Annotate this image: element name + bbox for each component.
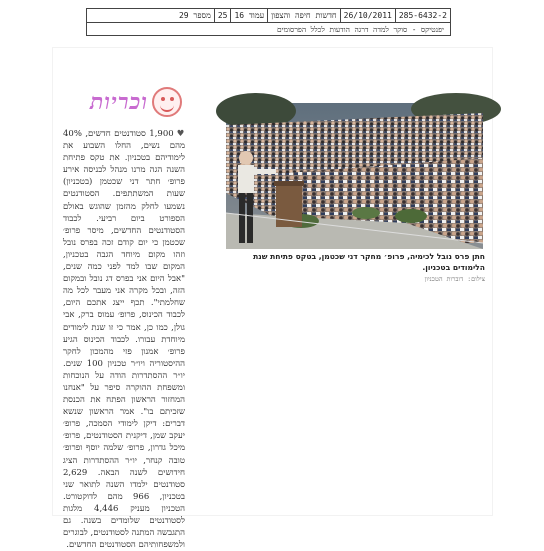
photo-credit: צילום: דוברות הטכניון <box>424 275 485 283</box>
header-cell-page: עמוד 16 <box>230 9 267 22</box>
clipping-header-subline: יפנטיקס - סוקר למדה דרגה הודעות לכלל הפרסומים <box>276 25 444 34</box>
header-cell-issue: 285-6432-2 <box>395 9 450 22</box>
section-logo <box>67 82 182 122</box>
article-photo <box>226 103 483 249</box>
section-logo-text: וכריות <box>89 89 148 115</box>
clipping-header-meta <box>87 9 450 23</box>
heart-bullet-icon: ♥ <box>176 129 186 139</box>
header-cell-date: 26/10/2011 <box>340 9 395 22</box>
photo-caption-text: חתן פרס נובל לכימיה, פרופ׳ מחקר דני שכטמן, בטקס פתיחת שנת הלימודים בטכניון. <box>253 252 485 272</box>
clipping-header <box>86 8 451 36</box>
article-body <box>63 128 186 551</box>
header-cell-number: מספר 29 <box>178 11 211 20</box>
article-clipping <box>53 48 492 551</box>
header-cell-publication: חדשות חיפה והצפון <box>267 9 340 22</box>
article-body-text: 1,900 סטודנטים חדשים, 40% מהם נשים, החלו השבוע את לימודיהם בטכניון. את טקס פתיחת השנה הגה מרנו מנהל לכניסה אירע פרופ׳ חתר דני שכטמן (בטכניון) שעות המשתתפים. הסטודנטים נשמעו לחלק מהזמן שהוגש באולם הספורט ביום רביעי. לכבוד הסטודנטים החדשים, מיסר פרופ׳ שכטמן כי יום קודם זכה בפרס נובל וזהו מקום מיוחד הגבה בטכניון, המקום שבו למד לפני כמה שנים, "אבל היום אני בפרס דג נובל ובמקום הזה, ובכל מקרה אני מעבר לכל מה שחלמתי". תכף ייצג אתכם היום, לכבוד הכינוס, פרופ׳ עמוס ברק, אבי גולן, כמו כן, אמר כי זו שנת לימודים מיוחדת עבורו. לכבוד הכינוס הגיע פרופ׳ אמנון פזי מהמכון לחקר ההיסטוריה ויו״ר טכניון 100 שנים. יו״ר ההסתדרות הודה על הנוכחות ומשפחת ההוקרה סיפר על "אנחנו המחזור הראשון הפתח את הכנסת שזכיתם בו". אמר הראשון שנשא דברים: דיקן לימודי הסמכה, פרופ׳ יעקב שמן, דיקנית הסטודנטים, פרופ׳ מיכל גדרון, פרופ׳ שלמה יוסף ופרופ׳ טובה קנחר, יו״ר ההסתדרות הציג חידושים לשנה הבאה. 2,629 סטודנטים ילמדו השנה לתואר שני בטכניון, 966 מהם לדוקטורט. הטכניון מעניק 4,446 מלגות לסטודנטים שלומדים בשנה. גם התגבשה המתנה לסטודנטים, לבוגרים ולמשפחותיהם הסטודנטים החדשים. <box>63 129 186 551</box>
header-cell-size: 25 <box>214 9 231 22</box>
photo-caption <box>223 251 485 273</box>
audience-photo-illustration <box>226 103 483 249</box>
smiley-face-icon <box>152 87 182 117</box>
